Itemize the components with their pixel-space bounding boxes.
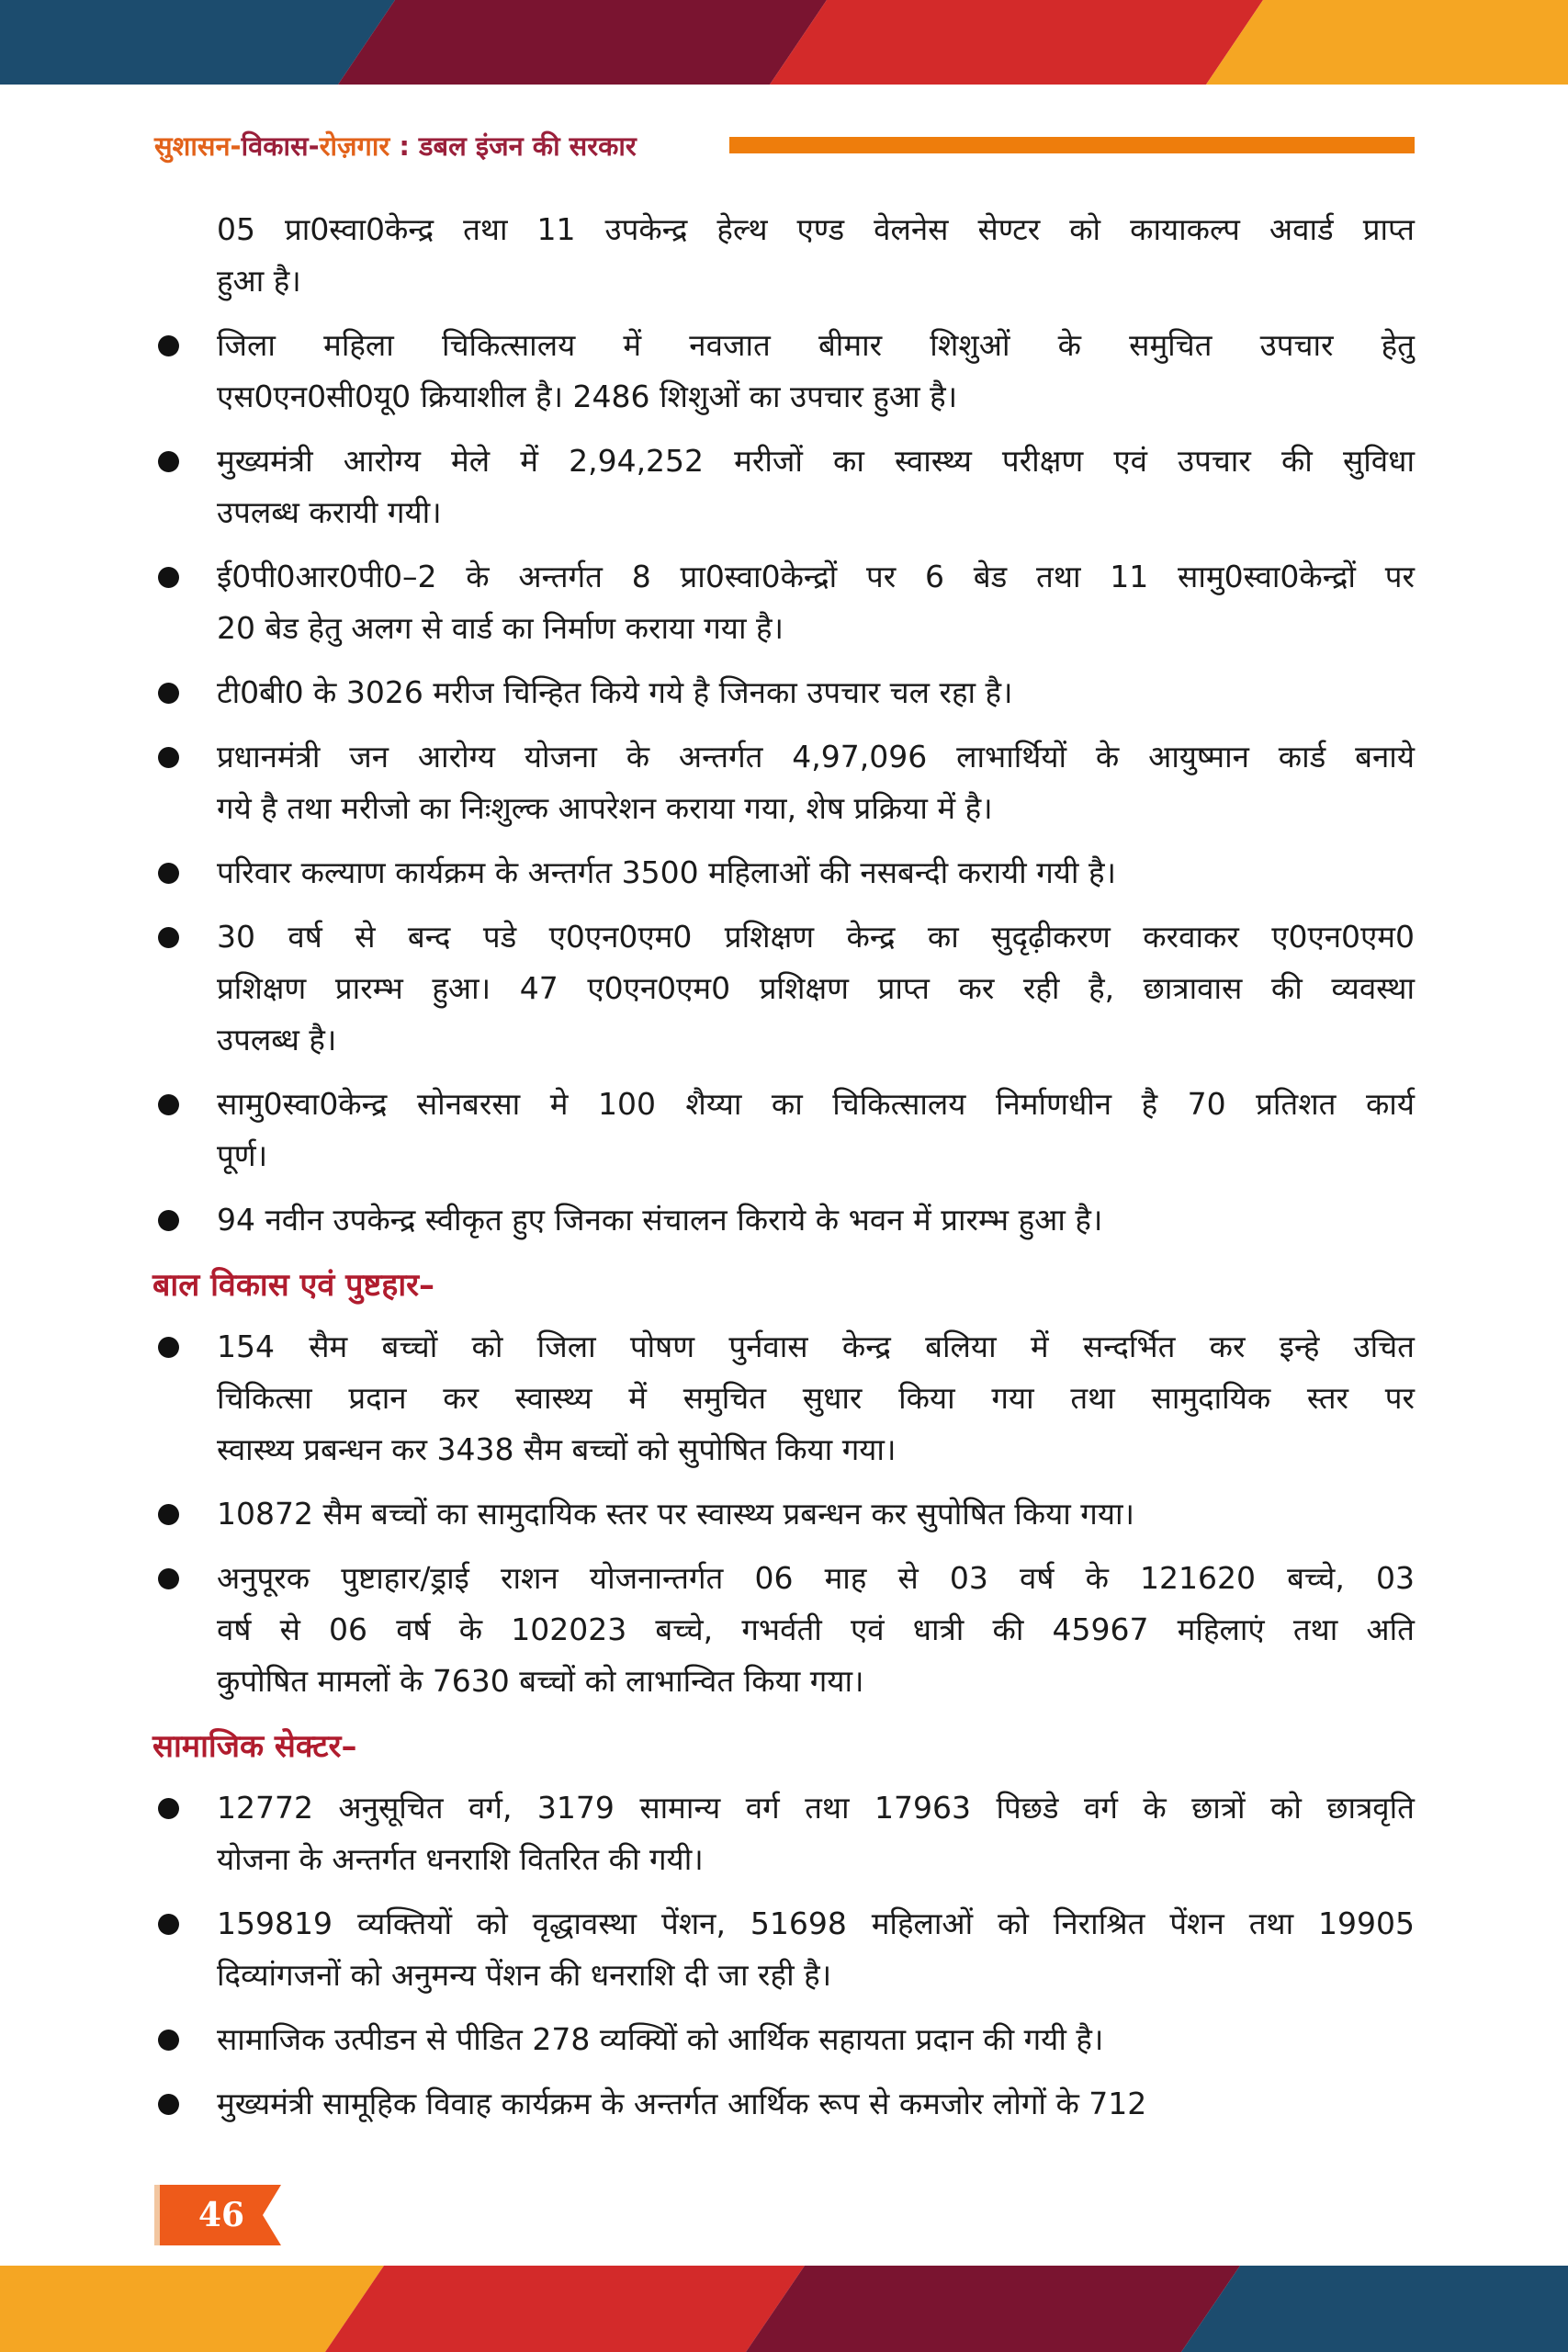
top-decorative-band	[0, 0, 1568, 85]
bullet-icon	[158, 747, 179, 768]
text-line: गये है तथा मरीजो का निःशुल्क आपरेशन कराया गया, शेष प्रक्रिया में है।	[217, 790, 993, 826]
text-line: योजना के अन्तर्गत धनराशि वितरित की गयी।	[217, 1841, 704, 1877]
text-line: स्वास्थ्य प्रबन्धन कर 3438 सैम बच्चों को सुपोषित किया गया।	[217, 1431, 897, 1467]
text-line: जिला महिला चिकित्सालय में नवजात बीमार शिशुओं के समुचित उपचार हेतु	[217, 327, 1415, 363]
page-number-badge	[154, 2185, 292, 2245]
text-line: प्रधानमंत्री जन आरोग्य योजना के अन्तर्गत 4,97,096 लाभार्थियों के आयुष्मान कार्ड बनाये	[217, 739, 1415, 775]
bullet-icon	[158, 863, 179, 884]
bullet-icon	[158, 451, 179, 472]
list-item	[152, 667, 1415, 718]
list-item	[152, 435, 1415, 538]
list-item	[152, 1488, 1415, 1540]
bullet-icon	[158, 335, 179, 356]
main-content	[152, 204, 1415, 2143]
text-line: सामाजिक उत्पीडन से पीडित 278 व्यक्यिों को आर्थिक सहायता प्रदान की गयी है।	[217, 2021, 1104, 2057]
bottom-decorative-band	[0, 2266, 1568, 2352]
list-item	[152, 1079, 1415, 1182]
text-line: मुख्यमंत्री सामूहिक विवाह कार्यक्रम के अन्तर्गत आर्थिक रूप से कमजोर लोगों के 712	[217, 2086, 1147, 2121]
list-item	[152, 1194, 1415, 1246]
bullet-icon	[158, 683, 179, 704]
text-line: सामु0स्वा0केन्द्र सोनबरसा मे 100 शैय्या का चिकित्सालय निर्माणधीन है 70 प्रतिशत कार्य	[217, 1086, 1415, 1122]
bullet-icon	[158, 927, 179, 948]
bullet-icon	[158, 1504, 179, 1525]
bullet-icon	[158, 1210, 179, 1231]
page-header	[154, 127, 1415, 165]
text-line: 12772 अनुसूचित वर्ग, 3179 सामान्य वर्ग तथा 17963 पिछडे वर्ग के छात्रों को छात्रवृति	[217, 1790, 1415, 1826]
text-line: 154 सैम बच्चों को जिला पोषण पुर्नवास केन्द्र बलिया में सन्दर्भित कर इन्हे उचित	[217, 1329, 1415, 1364]
bullet-icon	[158, 2030, 179, 2051]
text-line: प्रशिक्षण प्रारम्भ हुआ। 47 ए0एन0एम0 प्रशिक्षण प्राप्त कर रही है, छात्रावास की व्यवस्था	[217, 970, 1415, 1006]
social-sector-list	[152, 1782, 1415, 2130]
page-number: 46	[197, 2196, 245, 2234]
text-line: 94 नवीन उपकेन्द्र स्वीकृत हुए जिनका संचालन किराये के भवन में प्रारम्भ हुआ है।	[217, 1202, 1103, 1238]
text-line: वर्ष से 06 वर्ष के 102023 बच्चे, गभर्वती एवं धात्री की 45967 महिलाएं तथा अति	[217, 1611, 1415, 1647]
intro-paragraph	[152, 204, 1415, 307]
text-line: उपलब्ध है।	[217, 1022, 337, 1057]
child-development-list	[152, 1321, 1415, 1707]
text-line: मुख्यमंत्री आरोग्य मेले में 2,94,252 मरीजों का स्वास्थ्य परीक्षण एवं उपचार की सुविधा	[217, 443, 1415, 479]
bullet-icon	[158, 567, 179, 588]
list-item	[152, 1782, 1415, 1885]
text-line: पूर्ण।	[217, 1137, 268, 1173]
bullet-icon	[158, 1914, 179, 1935]
header-rule	[729, 137, 1415, 153]
section-heading-social-sector: सामाजिक सेक्टर–	[152, 1728, 357, 1765]
bullet-icon	[158, 1798, 179, 1819]
text-line: 30 वर्ष से बन्द पडे ए0एन0एम0 प्रशिक्षण केन्द्र का सुदृढ़ीकरण करवाकर ए0एन0एम0	[217, 919, 1415, 955]
list-item	[152, 320, 1415, 423]
bullet-icon	[158, 2094, 179, 2115]
header-title: सुशासन-विकास-रोज़गार : डबल इंजन की सरकार	[154, 130, 637, 162]
text-line: दिव्यांगजनों को अनुमन्य पेंशन की धनराशि दी जा रही है।	[217, 1957, 832, 1993]
list-item	[152, 1553, 1415, 1707]
section-heading-child-development: बाल विकास एवं पुष्टहार–	[152, 1267, 435, 1304]
text-line: अनुपूरक पुष्टाहार/ड्राई राशन योजनान्तर्गत 06 माह से 03 वर्ष के 121620 बच्चे, 03	[217, 1560, 1415, 1596]
text-line: 10872 सैम बच्चों का सामुदायिक स्तर पर स्वास्थ्य प्रबन्धन कर सुपोषित किया गया।	[217, 1496, 1135, 1532]
text-line: परिवार कल्याण कार्यक्रम के अन्तर्गत 3500 महिलाओं की नसबन्दी करायी गयी है।	[217, 854, 1116, 890]
list-item	[152, 847, 1415, 899]
text-line: ई0पी0आर0पी0–2 के अन्तर्गत 8 प्रा0स्वा0केन्द्रों पर 6 बेड तथा 11 सामु0स्वा0केन्द्रों पर	[217, 559, 1415, 594]
list-item	[152, 911, 1415, 1066]
list-item	[152, 1321, 1415, 1476]
list-item	[152, 731, 1415, 834]
bullet-icon	[158, 1094, 179, 1115]
bullet-icon	[158, 1337, 179, 1358]
text-line: हुआ है।	[217, 263, 301, 299]
text-line: 159819 व्यक्तियों को वृद्धावस्था पेंशन, 51698 महिलाओं को निराश्रित पेंशन तथा 19905	[217, 1905, 1416, 1941]
list-item	[152, 1898, 1415, 2001]
text-line: टी0बी0 के 3026 मरीज चिन्हित किये गये है जिनका उपचार चल रहा है।	[217, 674, 1013, 710]
text-line: उपलब्ध करायी गयी।	[217, 494, 442, 530]
text-line: कुपोषित मामलों के 7630 बच्चों को लाभान्वित किया गया।	[217, 1663, 864, 1699]
text-line: एस0एन0सी0यू0 क्रियाशील है। 2486 शिशुओं का उपचार हुआ है।	[217, 379, 958, 414]
text-line: 05 प्रा0स्वा0केन्द्र तथा 11 उपकेन्द्र हेल्थ एण्ड वेलनेस सेण्टर को कायाकल्प अवार्ड प्राप्त	[217, 211, 1415, 247]
health-list	[152, 320, 1415, 1246]
list-item	[152, 2014, 1415, 2065]
text-line: 20 बेड हेतु अलग से वार्ड का निर्माण कराया गया है।	[217, 610, 784, 646]
bullet-icon	[158, 1568, 179, 1589]
text-line: चिकित्सा प्रदान कर स्वास्थ्य में समुचित सुधार किया गया तथा सामुदायिक स्तर पर	[217, 1380, 1415, 1416]
list-item	[152, 551, 1415, 654]
list-item	[152, 2078, 1415, 2130]
